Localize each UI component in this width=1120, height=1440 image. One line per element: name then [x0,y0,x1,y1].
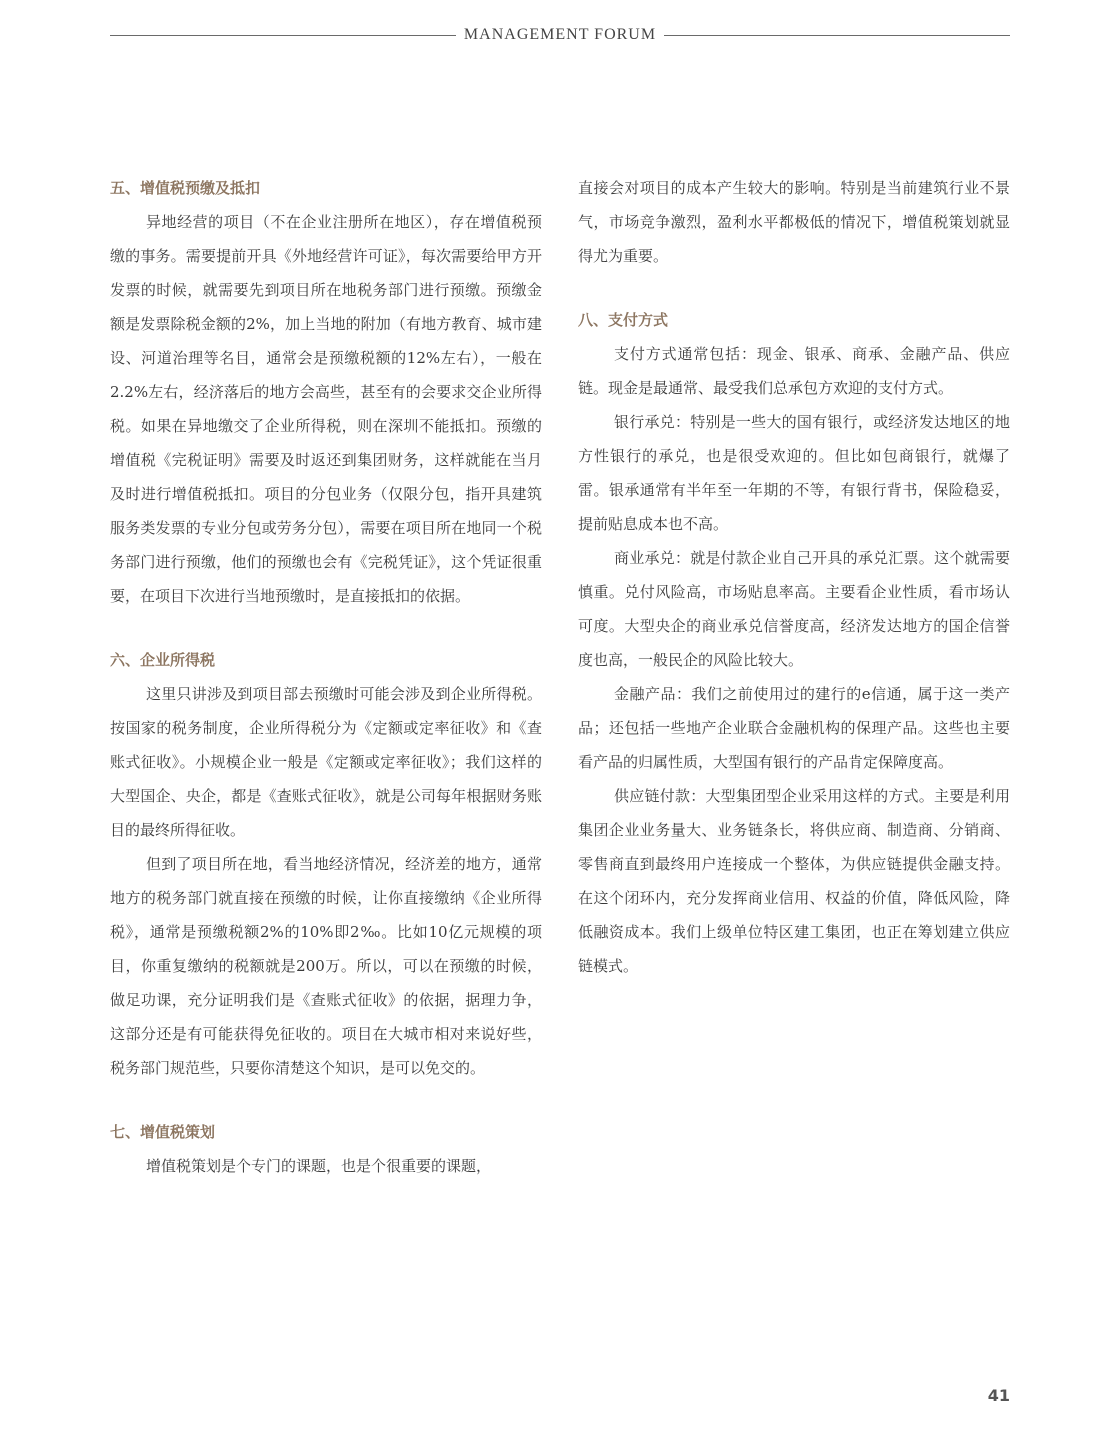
page-number: 41 [987,1386,1010,1405]
running-header [110,22,1010,48]
section-8-paragraph-2: 银行承兑：特别是一些大的国有银行，或经济发达地区的地方性银行的承兑，也是很受欢迎的。但比如包商银行，就爆了雷。银承通常有半年至一年期的不等，有银行背书，保险稳妥，提前贴息成本也不高。 [578,413,1010,533]
section-heading-8: 八、支付方式 [578,311,669,329]
header-rule-right [664,35,1010,36]
section-8-paragraph-1: 支付方式通常包括：现金、银承、商承、金融产品、供应链。现金是最通常、最受我们总承包方欢迎的支付方式。 [578,345,1010,397]
section-gap [578,273,1010,303]
magazine-title: MANAGEMENT FORUM [463,26,657,43]
section-6-paragraph-2: 但到了项目所在地，看当地经济情况，经济差的地方，通常地方的税务部门就直接在预缴的时候，让你直接缴纳《企业所得税》，通常是预缴税额2%的10%即2‰。比如10亿元规模的项目，你重复缴纳的税额就是200万。所以，可以在预缴的时候，做足功课，充分证明我们是《查账式征收》的依据，据理力争，这部分还是有可能获得免征收的。项目在大城市相对来说好些，税务部门规范些，只要你清楚这个知识，是可以免交的。 [110,855,542,1077]
section-8-paragraph-5: 供应链付款：大型集团型企业采用这样的方式。主要是利用集团企业业务量大、业务链条长，将供应商、制造商、分销商、零售商直到最终用户连接成一个整体，为供应链提供金融支持。在这个闭环内，充分发挥商业信用、权益的价值，降低风险，降低融资成本。我们上级单位特区建工集团，也正在筹划建立供应链模式。 [578,787,1010,975]
section-7-paragraph-1: 增值税策划是个专门的课题，也是个很重要的课题， [146,1157,492,1175]
right-column [578,171,1010,983]
section-6-paragraph-1: 这里只讲涉及到项目部去预缴时可能会涉及到企业所得税。按国家的税务制度，企业所得税分为《定额或定率征收》和《查账式征收》。小规模企业一般是《定额或定率征收》；我们这样的大型国企、央企，都是《查账式征收》，就是公司每年根据财务账目的最终所得征收。 [110,685,542,839]
section-heading-6: 六、企业所得税 [110,651,216,669]
section-gap [110,613,542,643]
section-7-continuation: 直接会对项目的成本产生较大的影响。特别是当前建筑行业不景气，市场竞争激烈，盈利水平都极低的情况下，增值税策划就显得尤为重要。 [578,179,1010,265]
section-heading-7: 七、增值税策划 [110,1123,216,1141]
left-column [110,171,542,1183]
section-8-paragraph-3: 商业承兑：就是付款企业自己开具的承兑汇票。这个就需要慎重。兑付风险高，市场贴息率高。主要看企业性质，看市场认可度。大型央企的商业承兑信誉度高，经济发达地方的国企信誉度也高，一般民企的风险比较大。 [578,549,1010,669]
section-gap [110,1085,542,1115]
section-heading-5: 五、增值税预缴及抵扣 [110,179,261,197]
header-rule-left [110,35,456,36]
section-8-paragraph-4: 金融产品：我们之前使用过的建行的e信通，属于这一类产品；还包括一些地产企业联合金融机构的保理产品。这些也主要看产品的归属性质，大型国有银行的产品肯定保障度高。 [578,685,1010,771]
section-5-paragraph-1: 异地经营的项目（不在企业注册所在地区），存在增值税预缴的事务。需要提前开具《外地经营许可证》，每次需要给甲方开发票的时候，就需要先到项目所在地税务部门进行预缴。预缴金额是发票除税金额的2%，加上当地的附加（有地方教育、城市建设、河道治理等名目，通常会是预缴税额的12%左右），一般在2.2%左右，经济落后的地方会高些，甚至有的会要求交企业所得税。如果在异地缴交了企业所得税，则在深圳不能抵扣。预缴的增值税《完税证明》需要及时返还到集团财务，这样就能在当月及时进行增值税抵扣。项目的分包业务（仅限分包，指开具建筑服务类发票的专业分包或劳务分包），需要在项目所在地同一个税务部门进行预缴，他们的预缴也会有《完税凭证》，这个凭证很重要，在项目下次进行当地预缴时，是直接抵扣的依据。 [110,213,542,605]
